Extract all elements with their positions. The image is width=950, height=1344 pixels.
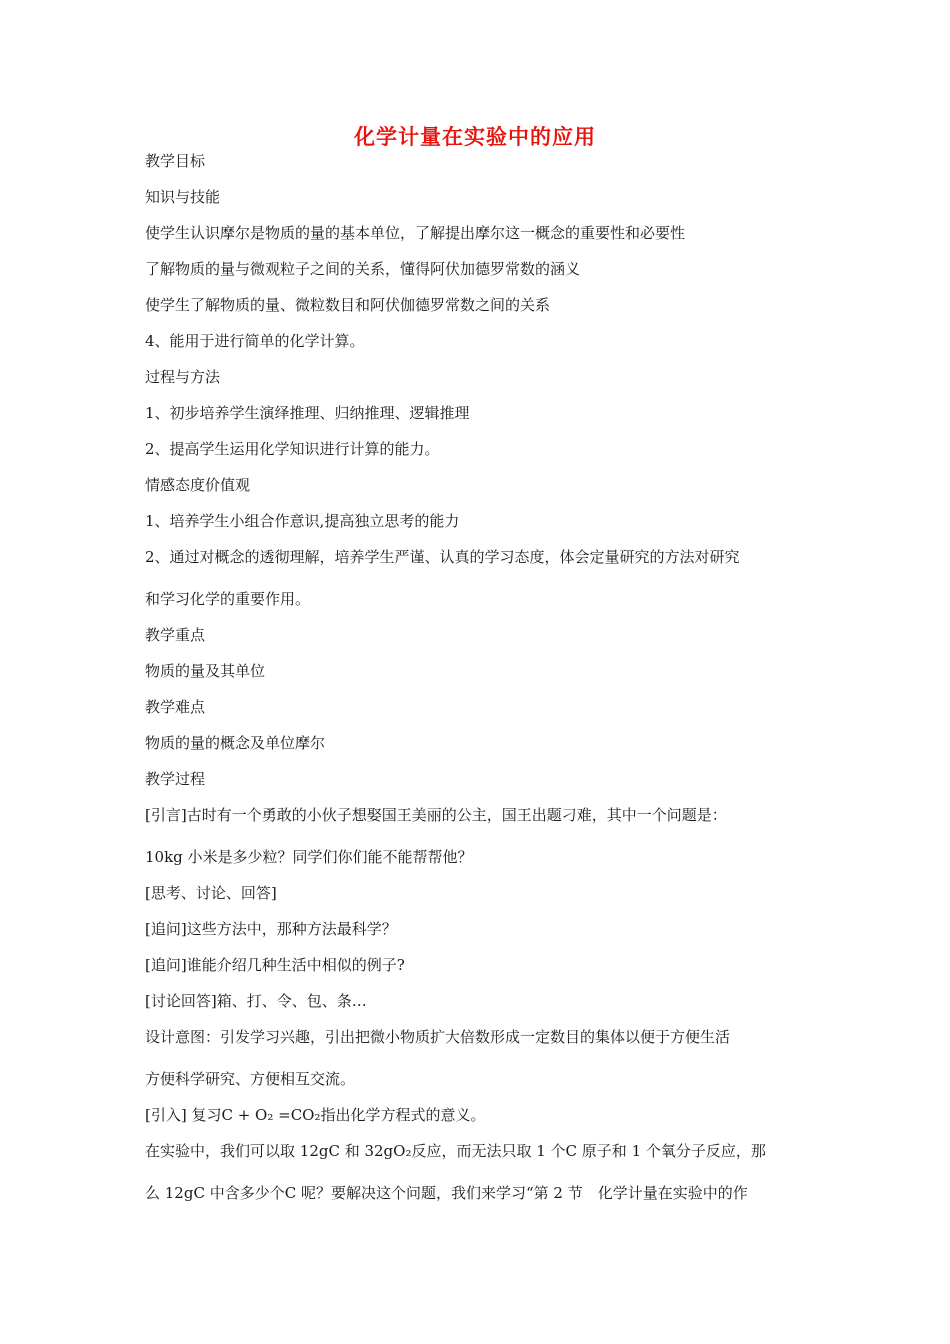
text-line: 设计意图：引发学习兴趣，引出把微小物质扩大倍数形成一定数目的集体以便于方便生活 — [145, 1028, 731, 1046]
page-title: 化学计量在实验中的应用 — [354, 125, 596, 149]
text-line: 了解物质的量与微观粒子之间的关系，懂得阿伏加德罗常数的涵义 — [145, 260, 581, 278]
text-line: 物质的量的概念及单位摩尔 — [145, 734, 326, 752]
text-line: 教学难点 — [145, 698, 206, 716]
text-line: 和学习化学的重要作用。 — [145, 590, 311, 608]
text-line: [追问]这些方法中，那种方法最科学？ — [145, 920, 397, 938]
text-line: 过程与方法 — [145, 368, 221, 386]
text-line: 2、提高学生运用化学知识进行计算的能力。 — [145, 440, 440, 458]
text-line: 使学生认识摩尔是物质的量的基本单位，了解提出摩尔这一概念的重要性和必要性 — [145, 224, 686, 242]
text-line: 教学重点 — [145, 626, 206, 644]
text-line: [引入] 复习C + O₂ =CO₂指出化学方程式的意义。 — [145, 1106, 486, 1124]
text-line: 教学目标 — [145, 152, 206, 170]
text-line: 4、能用于进行简单的化学计算。 — [145, 332, 365, 350]
text-line: 物质的量及其单位 — [145, 662, 266, 680]
text-line: 10kg 小米是多少粒？同学们你们能不能帮帮他？ — [145, 848, 473, 866]
text-line: 2、通过对概念的透彻理解，培养学生严谨、认真的学习态度，体会定量研究的方法对研究 — [145, 548, 740, 566]
text-line: [思考、讨论、回答] — [145, 884, 277, 902]
text-line: 1、初步培养学生演绎推理、归纳推理、逻辑推理 — [145, 404, 470, 422]
text-line: [讨论回答]箱、打、令、包、条… — [145, 992, 367, 1010]
text-line: [追问]谁能介绍几种生活中相似的例子? — [145, 956, 405, 974]
text-line: 么 12gC 中含多少个C 呢？要解决这个问题，我们来学习“第 2 节 化学计量在实验中的作 — [145, 1184, 748, 1202]
text-line: 1、培养学生小组合作意识,提高独立思考的能力 — [145, 512, 460, 530]
text-line: 在实验中，我们可以取 12gC 和 32gO₂反应，而无法只取 1 个C 原子和 1 个氧分子反应，那 — [145, 1142, 766, 1160]
text-line: 教学过程 — [145, 770, 206, 788]
text-line: 知识与技能 — [145, 188, 221, 206]
text-line: 方便科学研究、方便相互交流。 — [145, 1070, 356, 1088]
text-line: 使学生了解物质的量、微粒数目和阿伏伽德罗常数之间的关系 — [145, 296, 551, 314]
text-line: [引言]古时有一个勇敢的小伙子想娶国王美丽的公主，国王出题刁难，其中一个问题是： — [145, 806, 727, 824]
text-line: 情感态度价值观 — [145, 476, 251, 494]
